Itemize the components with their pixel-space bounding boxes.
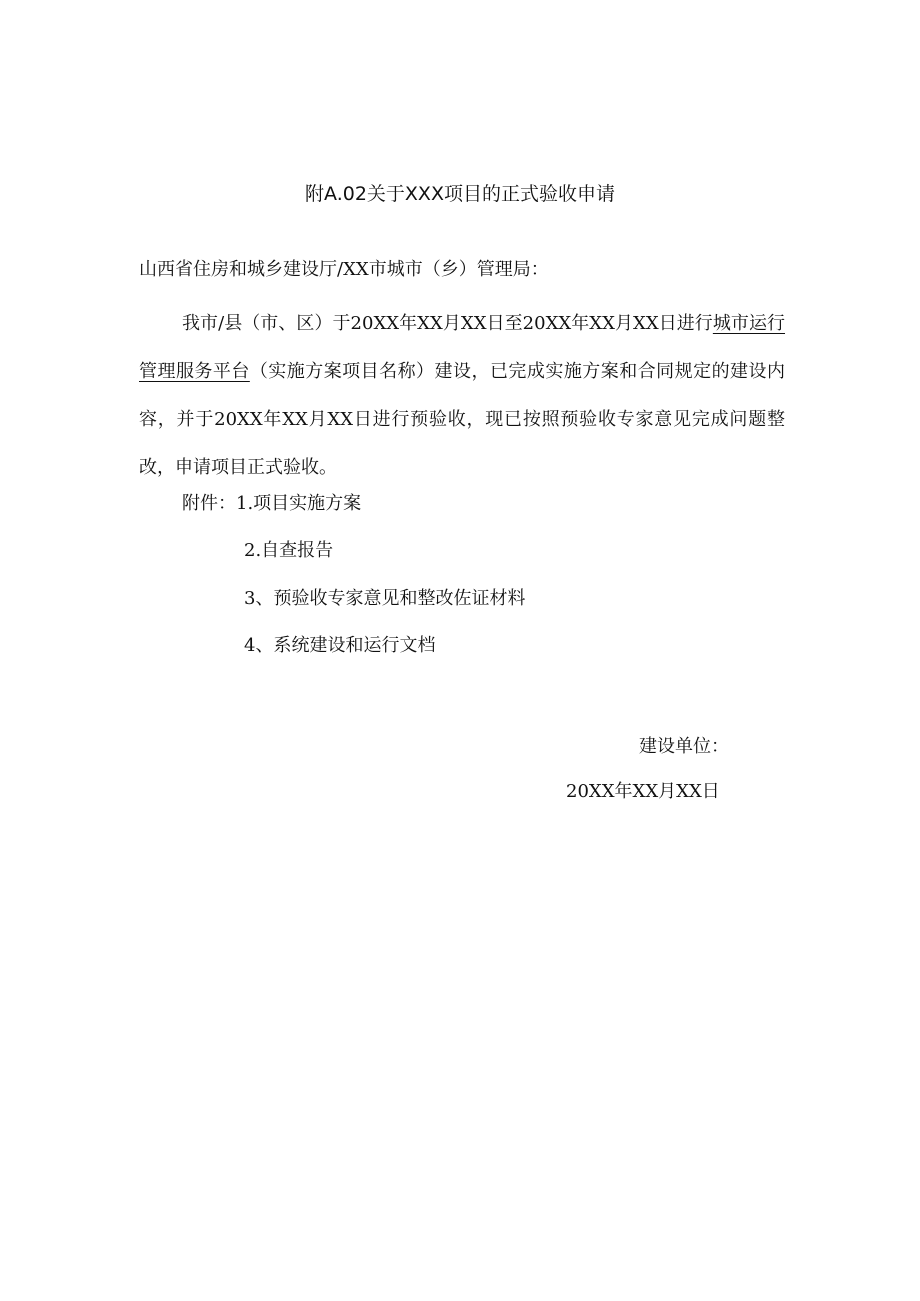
- salutation: 山西省住房和城乡建设厅/XX市城市（乡）管理局：: [139, 259, 549, 280]
- attachment-item: 4、系统建设和运行文档: [244, 635, 436, 656]
- document-title: 附A.02关于XXX项目的正式验收申请: [305, 183, 615, 205]
- attachment-line-1: [182, 490, 361, 518]
- attachment-item: 3、预验收专家意见和整改佐证材料: [244, 588, 526, 609]
- body-text-part1: 我市/县（市、区）于20XX年XX月XX日至20XX年XX月XX日进行: [182, 313, 713, 334]
- attachment-item: 2.自查报告: [244, 540, 334, 561]
- attachment-item: 1.项目实施方案: [236, 493, 362, 514]
- body-text-part2: （实施方案项目名称）建设，已完成实施方案和合同规定的建设内容，并于20XX年XX月XX日进行预验收，现已按照预验收专家意见完成问题整改，申请项目正式验收。: [139, 361, 786, 478]
- attachments-label: 附件：: [182, 493, 236, 514]
- construction-unit-label: 建设单位：: [639, 736, 729, 757]
- signature-date: 20XX年XX月XX日: [566, 781, 720, 802]
- body-paragraph: [139, 300, 785, 492]
- project-name: 城市运行管理服务平台: [139, 313, 786, 382]
